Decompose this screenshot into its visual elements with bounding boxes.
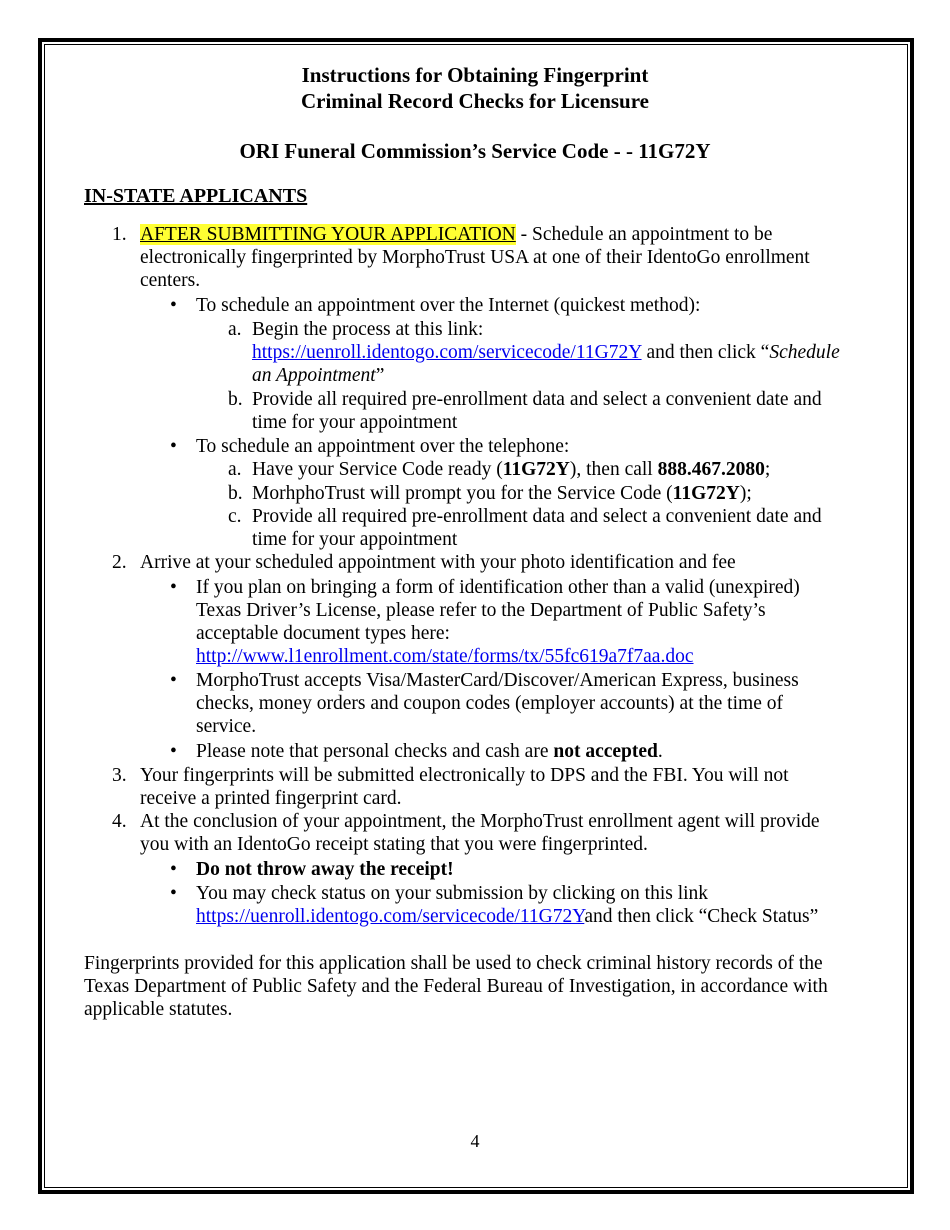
footer-line-1: Fingerprints provided for this application shall be used to check criminal history records of the [84, 953, 823, 974]
internet-b-label: b. [228, 389, 243, 410]
internet-bullet: To schedule an appointment over the Internet (quickest method): [196, 295, 701, 316]
bullet-icon: • [170, 883, 177, 904]
document-types-link[interactable]: http://www.l1enrollment.com/state/forms/tx/55fc619a7f7aa.doc [196, 646, 694, 667]
phone-b-line: MorhphoTrust will prompt you for the Service Code (11G72Y); [252, 483, 752, 504]
receipt-warning: Do not throw away the receipt! [196, 859, 454, 880]
id-bullet-line-3: acceptable document types here: [196, 623, 450, 644]
item-4-number: 4. [112, 811, 127, 832]
payment-bullet-line-3: service. [196, 716, 257, 737]
footer-line-2: Texas Department of Public Safety and the Federal Bureau of Investigation, in accordance with [84, 976, 828, 997]
phone-bullet: To schedule an appointment over the telephone: [196, 436, 570, 457]
phone-a-label: a. [228, 459, 242, 480]
phone-c-line-2: time for your appointment [252, 529, 458, 550]
item-1-line-3: centers. [140, 270, 201, 291]
phone-b-label: b. [228, 483, 243, 504]
check-status-line-2: https://uenroll.identogo.com/servicecode/11G72Yand then click “Check Status” [196, 906, 819, 927]
schedule-link[interactable]: https://uenroll.identogo.com/servicecode/11G72Y [252, 342, 642, 363]
service-code-heading: ORI Funeral Commission’s Service Code - - 11G72Y [239, 139, 711, 163]
bullet-icon: • [170, 859, 177, 880]
bullet-icon: • [170, 577, 177, 598]
bullet-icon: • [170, 295, 177, 316]
page-number: 4 [470, 1131, 480, 1151]
title-line-2: Criminal Record Checks for Licensure [300, 89, 650, 113]
phone-c-line-1: Provide all required pre-enrollment data and select a convenient date and [252, 506, 822, 527]
item-2-number: 2. [112, 552, 127, 573]
item-3-line-1: Your fingerprints will be submitted electronically to DPS and the FBI. You will not [140, 765, 789, 786]
internet-a-label: a. [228, 319, 242, 340]
item-3-number: 3. [112, 765, 127, 786]
application-highlight: AFTER SUBMITTING YOUR APPLICATION [140, 224, 516, 245]
id-bullet-line-1: If you plan on bringing a form of identification other than a valid (unexpired) [196, 577, 800, 598]
item-4-line-1: At the conclusion of your appointment, the MorphoTrust enrollment agent will provide [140, 811, 820, 832]
not-accepted-bullet: Please note that personal checks and cash are not accepted. [196, 741, 663, 762]
payment-bullet-line-1: MorphoTrust accepts Visa/MasterCard/Discover/American Express, business [196, 670, 799, 691]
section-heading: IN-STATE APPLICANTS [84, 185, 308, 207]
item-4-line-2: you with an IdentoGo receipt stating that you were fingerprinted. [140, 834, 648, 855]
footer-line-3: applicable statutes. [84, 999, 233, 1020]
title-line-1: Instructions for Obtaining Fingerprint [301, 63, 649, 87]
bullet-icon: • [170, 741, 177, 762]
internet-a-line-1: Begin the process at this link: [252, 319, 484, 340]
internet-b-line-2: time for your appointment [252, 412, 458, 433]
internet-a-line-3: an Appointment” [252, 365, 385, 386]
item-1-line-1: AFTER SUBMITTING YOUR APPLICATION - Schedule an appointment to be [140, 224, 773, 245]
check-status-line-1: You may check status on your submission by clicking on this link [196, 883, 709, 904]
item-1-number: 1. [112, 224, 127, 245]
check-status-link[interactable]: https://uenroll.identogo.com/servicecode/11G72Y [196, 906, 585, 927]
id-bullet-line-2: Texas Driver’s License, please refer to the Department of Public Safety’s [196, 600, 766, 621]
phone-c-label: c. [228, 506, 242, 527]
item-2-text: Arrive at your scheduled appointment with your photo identification and fee [140, 552, 736, 573]
payment-bullet-line-2: checks, money orders and coupon codes (employer accounts) at the time of [196, 693, 783, 714]
item-1-line-2: electronically fingerprinted by MorphoTrust USA at one of their IdentoGo enrollment [140, 247, 810, 268]
internet-b-line-1: Provide all required pre-enrollment data and select a convenient date and [252, 389, 822, 410]
phone-a-line: Have your Service Code ready (11G72Y), then call 888.467.2080; [252, 459, 771, 480]
bullet-icon: • [170, 436, 177, 457]
internet-a-line-2: https://uenroll.identogo.com/servicecode/11G72Y and then click “Schedule [252, 342, 840, 363]
item-3-line-2: receive a printed fingerprint card. [140, 788, 402, 809]
bullet-icon: • [170, 670, 177, 691]
